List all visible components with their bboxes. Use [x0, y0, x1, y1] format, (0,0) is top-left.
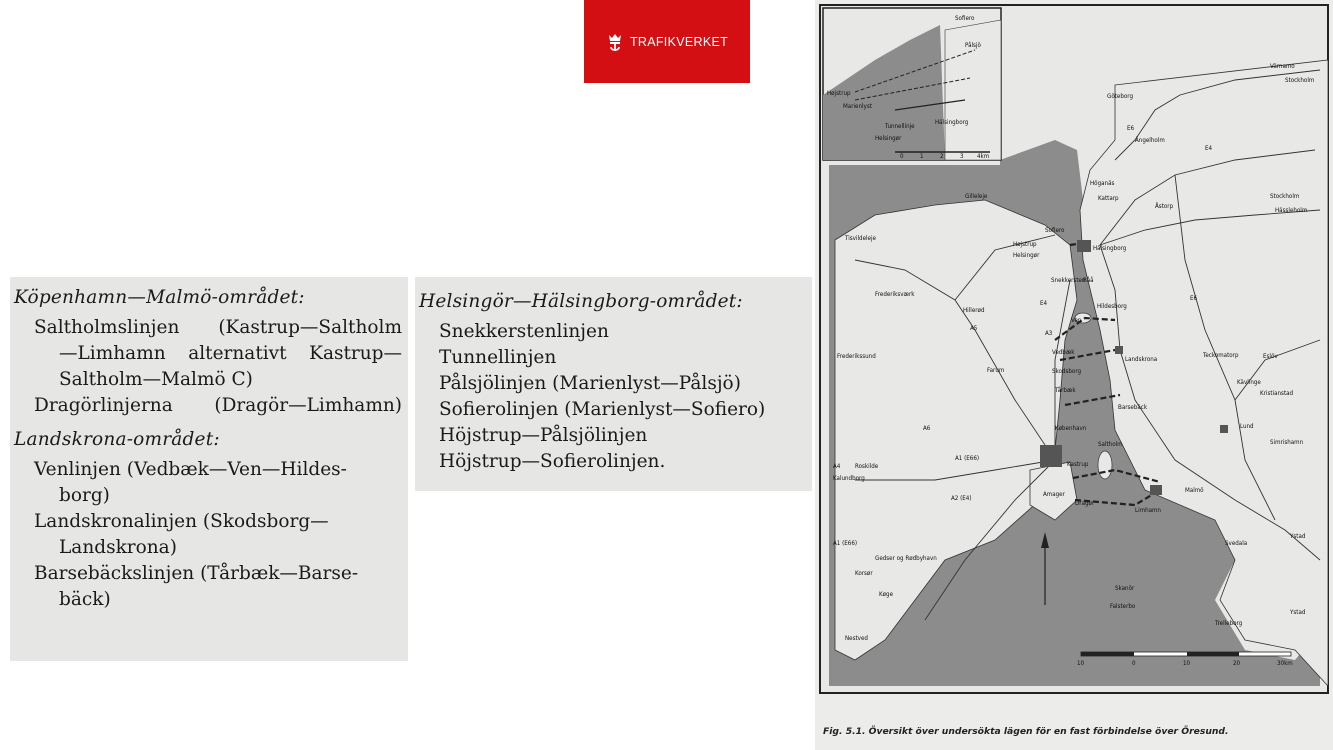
place-label: Teckomatorp — [1203, 352, 1239, 359]
place-label: Stockholm — [1285, 77, 1315, 84]
road-label: Gedser og Rødbyhavn — [875, 555, 937, 562]
place-label: Falsterbo — [1110, 603, 1136, 610]
place-label: Gilleleje — [965, 193, 988, 200]
text-line: Dragörlinjerna (Dragör—Limhamn) — [34, 395, 402, 416]
place-label: Amager — [1043, 491, 1065, 498]
place-label: Hässleholm — [1275, 207, 1308, 214]
road-label: A1 (E66) — [833, 540, 858, 547]
text-line: Barsebäckslinjen (Tårbæk—Barse- — [34, 563, 359, 584]
place-label: Kristianstad — [1260, 390, 1294, 397]
scale-label: 0 — [1132, 660, 1136, 667]
place-label: Höganäs — [1090, 180, 1115, 187]
scale-label: 20 — [1233, 660, 1241, 667]
road-label: A2 (E4) — [951, 495, 972, 502]
place-label: Højstrup — [1013, 241, 1037, 248]
place-label: København — [1055, 425, 1087, 432]
place-label: Ven — [1071, 317, 1082, 324]
trafikverket-logo — [584, 0, 750, 83]
text-line: Snekkerstenlinjen — [439, 321, 609, 342]
oresund-map-page — [815, 0, 1333, 750]
road-label: E6 — [1190, 295, 1198, 302]
place-label: Eslöv — [1263, 353, 1278, 360]
section-heading: Helsingör—Hälsingborg-området: — [419, 291, 743, 312]
place-label: Frederiksværk — [875, 291, 915, 298]
place-label: Hälsingborg — [1093, 245, 1127, 252]
text-line: Saltholmslinjen (Kastrup—Saltholm — [34, 317, 402, 338]
place-label: Limhamn — [1135, 507, 1161, 514]
place-label: Kävlinge — [1237, 379, 1261, 386]
text-line: Saltholm—Malmö C) — [59, 369, 253, 390]
place-label: Värnamo — [1270, 63, 1295, 70]
place-label: Ystad — [1290, 533, 1306, 540]
left-text-panel — [10, 277, 408, 661]
place-label: Trelleborg — [1215, 620, 1243, 627]
place-label: Kastrup — [1067, 461, 1089, 468]
place-label: Roskilde — [855, 463, 879, 470]
place-label: Skanör — [1115, 585, 1135, 592]
text-line: bäck) — [59, 589, 111, 610]
place-label: Kalundborg — [833, 475, 865, 482]
place-label: Snekkersten — [1051, 277, 1086, 284]
map-label: 0 — [900, 153, 904, 160]
map-label: Marienlyst — [843, 103, 872, 110]
map-label: Sofiero — [955, 15, 975, 22]
place-label: Ystad — [1290, 609, 1306, 616]
scale-bar — [1081, 652, 1291, 656]
map-label: 2 — [940, 153, 944, 160]
place-label: Køge — [879, 591, 894, 598]
place-label: Stockholm — [1270, 193, 1300, 200]
map-label: 1 — [920, 153, 924, 160]
text-line: Pålsjölinjen (Marienlyst—Pålsjö) — [439, 373, 741, 394]
place-label: Saltholm — [1098, 441, 1123, 448]
map-label: 3 — [960, 153, 964, 160]
text-line: Höjstrup—Sofierolinjen. — [439, 451, 666, 472]
place-label: Vedbæk — [1052, 349, 1075, 356]
logo-text: TRAFIKVERKET — [629, 34, 729, 49]
place-label: Skodsborg — [1052, 368, 1082, 375]
place-label: Helsingør — [1013, 252, 1040, 259]
text-line: Landskrona) — [59, 537, 177, 558]
text-line: Landskronalinjen (Skodsborg— — [34, 511, 329, 532]
road-label: Korsør — [855, 570, 873, 577]
place-label: Nestved — [845, 635, 868, 642]
road-label: A3 — [1045, 330, 1053, 337]
place-label: Sofiero — [1045, 227, 1065, 234]
figure-caption: Fig. 5.1. Översikt över undersökta lägen för en fast förbindelse över Öresund. — [823, 726, 1229, 737]
road-label: A6 — [923, 425, 931, 432]
text-line: borg) — [59, 485, 110, 506]
map-label: Højstrup — [827, 90, 851, 97]
middle-text-panel — [415, 277, 812, 491]
place-label: Lund — [1240, 423, 1254, 430]
text-line: —Limhamn alternativt Kastrup— — [59, 343, 402, 364]
road-label: A5 — [970, 325, 978, 332]
road-label: E4 — [1205, 145, 1213, 152]
place-label: Kattarp — [1098, 195, 1119, 202]
map-label: Helsingør — [875, 135, 902, 142]
road-label: E6 — [1127, 125, 1135, 132]
place-label: Hillerød — [963, 307, 985, 314]
place-label: Åstorp — [1155, 203, 1174, 210]
place-label: Svedala — [1225, 540, 1248, 547]
place-label: Råå — [1083, 277, 1094, 284]
map-label: 4km — [977, 153, 990, 160]
place-label: Simrishamn — [1270, 439, 1304, 446]
map-label: Tunnellinje — [885, 123, 915, 130]
place-label: Göteborg — [1107, 93, 1133, 100]
crown-icon — [606, 31, 624, 53]
place-label: Landskrona — [1125, 356, 1158, 363]
section-heading: Köpenhamn—Malmö-området: — [14, 287, 305, 308]
map-label: Pålsjö — [965, 42, 981, 49]
text-line: Sofierolinjen (Marienlyst—Sofiero) — [439, 399, 766, 420]
road-label: E4 — [1040, 300, 1048, 307]
place-label: Dragør — [1075, 500, 1095, 507]
place-label: Barsebäck — [1118, 404, 1148, 411]
scale-label: 10 — [1183, 660, 1191, 667]
place-label: Tisvildeleje — [845, 235, 876, 242]
scale-label: 30km — [1277, 660, 1293, 667]
map-label: Hälsingborg — [935, 119, 969, 126]
place-label: Frederikssund — [837, 353, 876, 360]
place-label: Hildesborg — [1097, 303, 1127, 310]
road-label: A1 (E66) — [955, 455, 980, 462]
text-line: Höjstrup—Pålsjölinjen — [439, 425, 648, 446]
scale-label: 10 — [1077, 660, 1085, 667]
road-label: A4 — [833, 463, 841, 470]
place-label: Farum — [987, 367, 1005, 374]
text-line: Tunnellinjen — [439, 347, 557, 368]
text-line: Venlinjen (Vedbæk—Ven—Hildes- — [34, 459, 347, 480]
place-label: Ängelholm — [1135, 137, 1165, 144]
place-label: Tårbæk — [1055, 387, 1076, 394]
section-heading: Landskrona-området: — [14, 429, 220, 450]
place-label: Malmö — [1185, 487, 1204, 494]
oresund-map — [815, 0, 1333, 750]
